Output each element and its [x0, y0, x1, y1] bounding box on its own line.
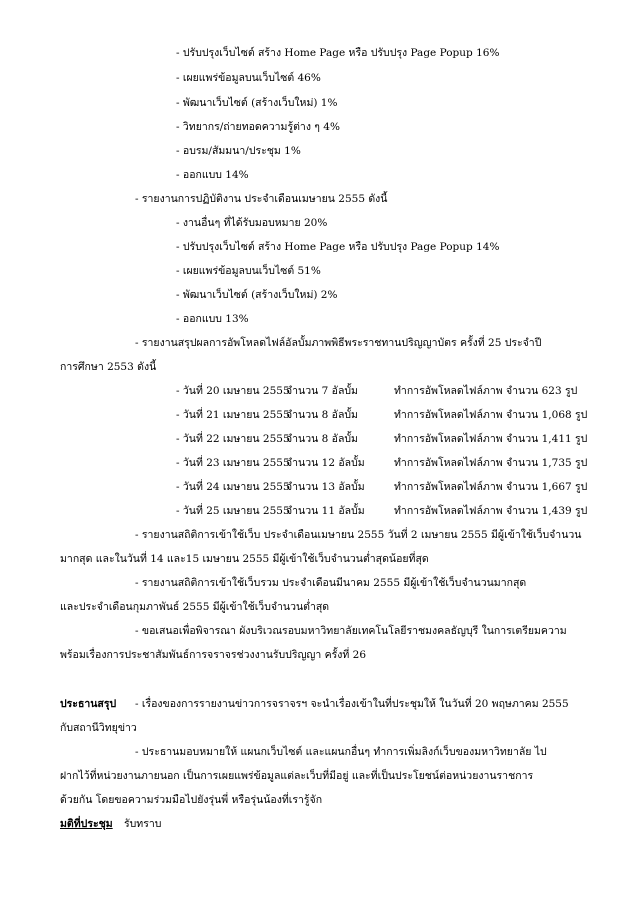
album-count: จำนวน 8 อัลบั้ม [286, 409, 358, 421]
list-item: - พัฒนาเว็บไซต์ (สร้างเว็บใหม่) 2% [176, 289, 338, 301]
upload-date: - วันที่ 25 เมษายน 2555 [176, 505, 290, 517]
stats-paragraph: - รายงานสถิติการเข้าใช้เว็บ ประจำเดือนเมษายน 2555 วันที่ 2 เมษายน 2555 มีผู้เข้าใช้เว็บจำนวน [135, 529, 582, 541]
list-item: - เผยแพร่ข้อมูลบนเว็บไซต์ 46% [176, 72, 321, 84]
upload-date: - วันที่ 22 เมษายน 2555 [176, 433, 290, 445]
list-item: - ออกแบบ 13% [176, 313, 249, 325]
album-count: จำนวน 12 อัลบั้ม [286, 457, 365, 469]
section-heading: - รายงานสรุปผลการอัพโหลดไฟล์อัลบั้มภาพพิธีพระราชทานปริญญาบัตร ครั้งที่ 25 ประจำปี [135, 337, 542, 349]
chair-summary-text: - เรื่องของการรายงานข่าวการจราจรฯ จะนำเรื่องเข้าในที่ประชุมให้ ในวันที่ 20 พฤษภาคม 2555 [135, 698, 569, 710]
list-item: - ปรับปรุงเว็บไซต์ สร้าง Home Page หรือ ปรับปรุง Page Popup 14% [176, 241, 500, 253]
upload-row [176, 504, 587, 518]
list-item: - อบรม/สัมมนา/ประชุม 1% [176, 145, 301, 157]
chair-summary-cont: กับสถานีวิทยุข่าว [60, 722, 137, 734]
upload-date: - วันที่ 24 เมษายน 2555 [176, 481, 290, 493]
upload-result: ทำการอัพโหลดไฟล์ภาพ จำนวน 1,667 รูป [394, 481, 588, 493]
upload-row [176, 408, 587, 422]
list-item: - พัฒนาเว็บไซต์ (สร้างเว็บใหม่) 1% [176, 97, 338, 109]
upload-row [176, 432, 587, 446]
list-item: - งานอื่นๆ ที่ได้รับมอบหมาย 20% [176, 217, 328, 229]
stats-paragraph-cont: และประจำเดือนกุมภาพันธ์ 2555 มีผู้เข้าใช้เว็บจำนวนต่ำสุด [60, 601, 330, 613]
upload-result: ทำการอัพโหลดไฟล์ภาพ จำนวน 1,735 รูป [394, 457, 588, 469]
chair-summary-label: ประธานสรุป [60, 698, 117, 710]
stats-paragraph-cont: มากสุด และในวันที่ 14 และ15 เมษายน 2555 มีผู้เข้าใช้เว็บจำนวนต่ำสุดน้อยที่สุด [60, 553, 429, 565]
upload-row [176, 480, 587, 494]
upload-result: ทำการอัพโหลดไฟล์ภาพ จำนวน 1,411 รูป [394, 433, 588, 445]
section-heading: - รายงานการปฏิบัติงาน ประจำเดือนเมษายน 2555 ดังนี้ [135, 193, 388, 205]
stats-paragraph: - รายงานสถิติการเข้าใช้เว็บรวม ประจำเดือนมีนาคม 2555 มีผู้เข้าใช้เว็บจำนวนมากสุด [135, 577, 527, 589]
upload-row [176, 456, 587, 470]
list-item: - เผยแพร่ข้อมูลบนเว็บไซต์ 51% [176, 265, 321, 277]
proposal-paragraph: - ขอเสนอเพื่อพิจารณา ผังบริเวณรอบมหาวิทยาลัยเทคโนโลยีราชมงคลธัญบุรี ในการเตรียมความ [135, 625, 567, 637]
chair-summary-cont: ฝากไว้ที่หน่วยงานภายนอก เป็นการเผยแพร่ข้อมูลแต่ละเว็บที่มีอยู่ และที่เป็นประโยชน์ต่อหน่วยงานราชการ [60, 770, 534, 782]
album-count: จำนวน 13 อัลบั้ม [286, 481, 365, 493]
album-count: จำนวน 11 อัลบั้ม [286, 505, 365, 517]
chair-summary-text: - ประธานมอบหมายให้ แผนกเว็บไซต์ และแผนกอื่นๆ ทำการเพิ่มลิงก์เว็บของมหาวิทยาลัย ไป [135, 746, 547, 758]
list-item: - ออกแบบ 14% [176, 169, 249, 181]
proposal-paragraph-cont: พร้อมเรื่องการประชาสัมพันธ์การจราจรช่วงงานรับปริญญา ครั้งที่ 26 [60, 649, 367, 661]
album-count: จำนวน 8 อัลบั้ม [286, 433, 358, 445]
list-item: - วิทยากร/ถ่ายทอดความรู้ต่าง ๆ 4% [176, 121, 340, 133]
upload-date: - วันที่ 20 เมษายน 2555 [176, 385, 290, 397]
upload-result: ทำการอัพโหลดไฟล์ภาพ จำนวน 1,439 รูป [394, 505, 588, 517]
chair-summary-cont: ด้วยกัน โดยขอความร่วมมือไปยังรุ่นพี่ หรือรุ่นน้องที่เรารู้จัก [60, 794, 323, 806]
upload-date: - วันที่ 21 เมษายน 2555 [176, 409, 290, 421]
upload-date: - วันที่ 23 เมษายน 2555 [176, 457, 290, 469]
upload-result: ทำการอัพโหลดไฟล์ภาพ จำนวน 623 รูป [394, 385, 578, 397]
album-count: จำนวน 7 อัลบั้ม [286, 385, 358, 397]
resolution-text: รับทราบ [124, 818, 162, 830]
list-item: - ปรับปรุงเว็บไซต์ สร้าง Home Page หรือ ปรับปรุง Page Popup 16% [176, 47, 500, 59]
resolution-label: มติที่ประชุม [60, 818, 113, 830]
section-heading-cont: การศึกษา 2553 ดังนี้ [60, 361, 157, 373]
upload-result: ทำการอัพโหลดไฟล์ภาพ จำนวน 1,068 รูป [394, 409, 588, 421]
upload-row [176, 384, 577, 398]
